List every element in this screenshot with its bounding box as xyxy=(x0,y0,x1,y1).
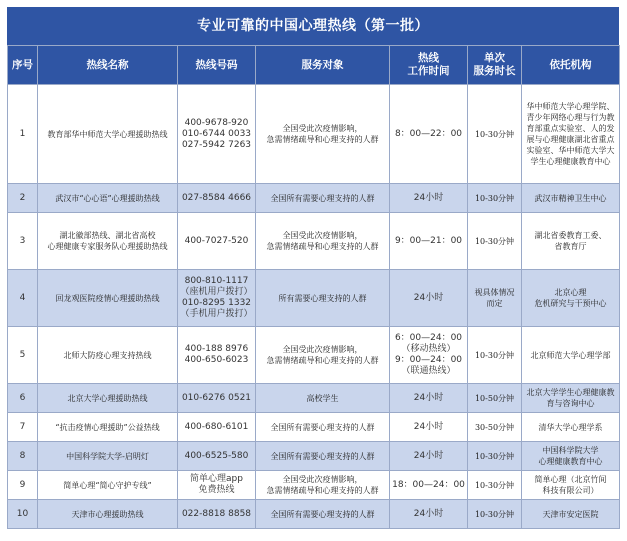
hotline-phone: 简单心理app 免费热线 xyxy=(178,471,256,500)
service-target: 所有需要心理支持的人群 xyxy=(256,270,390,327)
row-number: 9 xyxy=(8,471,38,500)
header-phone: 热线号码 xyxy=(178,46,256,85)
working-hours: 24小时 xyxy=(390,413,468,442)
hotline-name: 湖北徽部热线、湖北省高校 心理健康专家服务队心理援助热线 xyxy=(38,213,178,270)
hotline-name: 简单心理“简心守护专线” xyxy=(38,471,178,500)
service-duration: 10-30分钟 xyxy=(468,213,522,270)
table-row xyxy=(8,384,620,413)
organization: 清华大学心理学系 xyxy=(522,413,620,442)
table-row xyxy=(8,500,620,529)
header-name: 热线名称 xyxy=(38,46,178,85)
table-row xyxy=(8,471,620,500)
table-row xyxy=(8,270,620,327)
hotline-phone: 400-9678-920 010-6744 0033 027-5942 7263 xyxy=(178,85,256,184)
row-number: 10 xyxy=(8,500,38,529)
working-hours: 24小时 xyxy=(390,184,468,213)
organization: 华中师范大学心理学院、 青少年网络心理与行为教 育部重点实验室、人的发 展与心理健康湖北省重点 实验室、华中师范大学大 学生心理健康教育中心 xyxy=(522,85,620,184)
organization: 北京大学学生心理健康教 育与咨询中心 xyxy=(522,384,620,413)
table-row xyxy=(8,184,620,213)
hotline-name: 武汉市“心心语”心理援助热线 xyxy=(38,184,178,213)
service-target: 全国所有需要心理支持的人群 xyxy=(256,442,390,471)
hotline-phone: 022-8818 8858 xyxy=(178,500,256,529)
table-row xyxy=(8,213,620,270)
table-row xyxy=(8,413,620,442)
row-number: 3 xyxy=(8,213,38,270)
service-duration: 10-30分钟 xyxy=(468,442,522,471)
header-hours: 热线 工作时间 xyxy=(390,46,468,85)
service-target: 全国受此次疫情影响， 急需情绪疏导和心理支持的人群 xyxy=(256,85,390,184)
hotline-name: 北师大防疫心理支持热线 xyxy=(38,327,178,384)
hotline-table xyxy=(7,45,620,529)
hotline-phone: 027-8584 4666 xyxy=(178,184,256,213)
service-duration: 10-50分钟 xyxy=(468,384,522,413)
hotline-name: 天津市心理援助热线 xyxy=(38,500,178,529)
row-number: 6 xyxy=(8,384,38,413)
service-target: 全国所有需要心理支持的人群 xyxy=(256,413,390,442)
organization: 中国科学院大学 心理健康教育中心 xyxy=(522,442,620,471)
table-row xyxy=(8,85,620,184)
table-row xyxy=(8,327,620,384)
hotline-phone: 400-188 8976 400-650-6023 xyxy=(178,327,256,384)
service-duration: 10-30分钟 xyxy=(468,184,522,213)
row-number: 7 xyxy=(8,413,38,442)
table-row xyxy=(8,442,620,471)
hotline-phone: 400-7027-520 xyxy=(178,213,256,270)
hotline-name: 教育部华中师范大学心理援助热线 xyxy=(38,85,178,184)
organization: 北京师范大学心理学部 xyxy=(522,327,620,384)
service-duration: 10-30分钟 xyxy=(468,471,522,500)
hotline-phone: 400-680-6101 xyxy=(178,413,256,442)
header-target: 服务对象 xyxy=(256,46,390,85)
service-target: 高校学生 xyxy=(256,384,390,413)
working-hours: 9：00—21：00 xyxy=(390,213,468,270)
row-number: 2 xyxy=(8,184,38,213)
organization: 武汉市精神卫生中心 xyxy=(522,184,620,213)
hotline-name: “抗击疫情心理援助”公益热线 xyxy=(38,413,178,442)
service-target: 全国所有需要心理支持的人群 xyxy=(256,500,390,529)
header-row xyxy=(8,46,620,85)
service-target: 全国受此次疫情影响， 急需情绪疏导和心理支持的人群 xyxy=(256,213,390,270)
row-number: 5 xyxy=(8,327,38,384)
service-target: 全国受此次疫情影响， 急需情绪疏导和心理支持的人群 xyxy=(256,327,390,384)
hotline-name: 回龙观医院疫情心理援助热线 xyxy=(38,270,178,327)
working-hours: 24小时 xyxy=(390,384,468,413)
service-duration: 10-30分钟 xyxy=(468,85,522,184)
hotline-phone: 400-6525-580 xyxy=(178,442,256,471)
header-org: 依托机构 xyxy=(522,46,620,85)
organization: 天津市安定医院 xyxy=(522,500,620,529)
working-hours: 8：00—22：00 xyxy=(390,85,468,184)
row-number: 1 xyxy=(8,85,38,184)
service-duration: 10-30分钟 xyxy=(468,500,522,529)
service-duration: 30-50分钟 xyxy=(468,413,522,442)
hotline-name: 北京大学心理援助热线 xyxy=(38,384,178,413)
organization: 北京心理 危机研究与干预中心 xyxy=(522,270,620,327)
working-hours: 18：00—24：00 xyxy=(390,471,468,500)
organization: 简单心理（北京竹间 科技有限公司） xyxy=(522,471,620,500)
service-duration: 视具体情况 而定 xyxy=(468,270,522,327)
header-no: 序号 xyxy=(8,46,38,85)
row-number: 4 xyxy=(8,270,38,327)
working-hours: 6：00—24：00 （移动热线） 9：00—24：00 （联通热线） xyxy=(390,327,468,384)
organization: 湖北省委教育工委、 省教育厅 xyxy=(522,213,620,270)
hotline-name: 中国科学院大学-启明灯 xyxy=(38,442,178,471)
hotline-phone: 010-6276 0521 xyxy=(178,384,256,413)
row-number: 8 xyxy=(8,442,38,471)
hotline-phone: 800-810-1117 （座机用户拨打） 010-8295 1332 （手机用户拨打） xyxy=(178,270,256,327)
working-hours: 24小时 xyxy=(390,442,468,471)
table-title: 专业可靠的中国心理热线（第一批） xyxy=(7,7,619,45)
service-duration: 10-30分钟 xyxy=(468,327,522,384)
service-target: 全国受此次疫情影响， 急需情绪疏导和心理支持的人群 xyxy=(256,471,390,500)
working-hours: 24小时 xyxy=(390,500,468,529)
working-hours: 24小时 xyxy=(390,270,468,327)
header-duration: 单次 服务时长 xyxy=(468,46,522,85)
service-target: 全国所有需要心理支持的人群 xyxy=(256,184,390,213)
hotline-table-container xyxy=(7,7,619,529)
